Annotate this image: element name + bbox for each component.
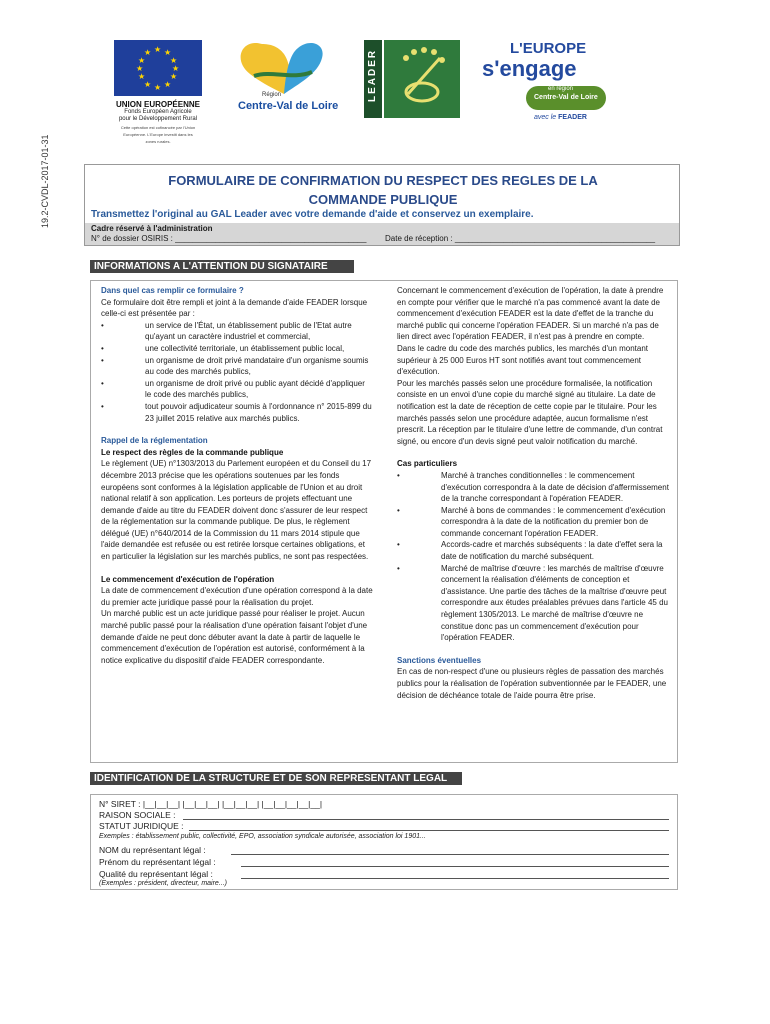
europe-line-5: avec le FEADER (534, 114, 587, 121)
list-item: • Marché à tranches conditionnelles : le commencement d'exécution correspondra à la date de décision d'affermissement de la tranche correspondant à l'opération FEADER. (397, 470, 669, 504)
info-paragraph: Dans le cadre du code des marchés publics, les marchés d'un montant supérieur à 25 000 Euros HT sont notifiés avant tout commencement d'exécution. (397, 343, 648, 377)
prenom-input[interactable] (241, 866, 669, 867)
eu-tiny-1: Cette opération est cofinancée par l'Union (120, 125, 196, 130)
info-heading-regulation: Rappel de la réglementation (101, 436, 208, 446)
info-heading-cases: Cas particuliers (397, 459, 458, 469)
europe-line-4: Centre-Val de Loire (534, 94, 598, 101)
qualite-input[interactable] (241, 878, 669, 879)
statut-examples: Exemples : établissement public, collectivité, EPO, association syndicale autorisée, association loi 1901... (99, 833, 426, 840)
reception-date-field[interactable]: Date de réception : _____________________________________________ (385, 234, 656, 243)
header-box (84, 164, 680, 246)
list-item: • Marché de maîtrise d'œuvre : les marchés de maîtrise d'œuvre concernent la réalisation d'éléments de conception et d'assistance. Une partie des tâches de la maîtrise d'œuvre peut correspondre aux études préalables prévues dans l'article 45 du règlement 1305/2013. Le marché de maîtrise d'œuvre ne constitue donc pas un commencement d'exécution pour l'opération FEADER. (397, 563, 668, 643)
eu-logo (112, 40, 204, 144)
list-item: • Marché à bons de commandes : le commencement d'exécution correspondra à la date de la notification du premier bon de commande concernant l'opération FEADER. (397, 505, 666, 538)
osiris-dossier-field[interactable]: N° de dossier OSIRIS : ___________________________________________ (91, 234, 367, 243)
info-paragraph: Le règlement (UE) n°1303/2013 du Parlement européen et du Conseil du 17 décembre 2013 précise que les opérations soutenues par les fonds européens sont conformes à la législation applicable de l'Union et au droit national relatif à son application. Les porteurs de projets effectuant une demande d'aide au titre du FEADER doivent donc s'assurer de leur respect de la réglementation sur la commande publique. De plus, le règlement délégué (UE) n°640/2014 de la Commission du 11 mars 2014 stipule que l'aide demandée est refusée ou est retirée lorsque certaines obligations, et en particulier la législation sur les marchés publics, ne sont pas respectées. (101, 459, 372, 562)
nom-input[interactable] (231, 854, 669, 855)
leader-emblem-icon (384, 40, 460, 118)
region-logo (232, 40, 342, 118)
siret-field[interactable]: N° SIRET : |__|__|__| |__|__|__| |__|__|__| |__|__|__|__|__| (99, 799, 323, 809)
list-item: • une collectivité territoriale, un établissement public local, (101, 343, 345, 353)
europe-line-3: en région (548, 86, 574, 92)
europe-engage-logo (474, 40, 614, 128)
qualite-examples: (Exemples : président, directeur, maire...) (99, 880, 227, 887)
admin-reserved-box (85, 223, 679, 245)
info-paragraph: La date de commencement d'exécution d'une opération correspond à la date du premier acte juridique passé pour la réalisation du projet. (101, 586, 373, 607)
region-name: Centre-Val de Loire (238, 100, 339, 112)
info-box (90, 280, 678, 763)
eu-name: UNION EUROPÉENNE (115, 100, 200, 109)
admin-label: Cadre réservé à l'administration (91, 224, 213, 233)
document-code: 19.2-CVDL-2017-01-31 (40, 134, 50, 228)
leader-text: LEADER (367, 48, 378, 102)
list-item: • un organisme de droit privé ou public ayant décidé d'appliquer le code des marchés publics, (101, 378, 365, 400)
info-paragraph: Un marché public est un acte juridique passé pour réaliser le projet. Aucun marché public passé pour la réalisation d'une opération faisant l'objet d'une demande d'aide ne peut donc débuter avant la date à partir de laquelle le commencement d'exécution de l'opération est autorisé, conformément à la notice explicative du dispositif d'aide FEADER correspondante. (101, 609, 368, 665)
instruction-line: Transmettez l'original au GAL Leader avec votre demande d'aide et conservez un exemplaire. (91, 209, 534, 220)
list-item: • Accords-cadre et marchés subséquents : la date d'effet sera la date de notification du marché subséquent. (397, 540, 663, 562)
prenom-label: Prénom du représentant légal : (99, 857, 216, 867)
region-heart-icon (232, 40, 342, 96)
raison-sociale-label: RAISON SOCIALE : (99, 810, 176, 820)
nom-label: NOM du représentant légal : (99, 845, 206, 855)
statut-juridique-input[interactable] (189, 830, 669, 831)
europe-line-1: L'EUROPE (510, 40, 587, 57)
statut-juridique-label: STATUT JURIDIQUE : (99, 821, 184, 831)
list-item: • tout pouvoir adjudicateur soumis à l'ordonnance n° 2015-899 du 23 juillet 2015 relative aux marchés publics. (101, 401, 372, 423)
info-paragraph: Concernant le commencement d'exécution de l'opération, la date à prendre en compte pour vérifier que le marché n'a pas commencé avant la date de commencement d'exécution FEADER est la date d'effet de la tranche du marché public qui concerne l'opération FEADER. Si un marché n'a pas de lien direct avec l'opération FEADER, il n'est pas à prendre en compte. (397, 286, 664, 342)
eu-tiny-2: Européenne. L'Europe investit dans les (123, 132, 193, 137)
info-heading-sanctions: Sanctions éventuelles (397, 655, 482, 665)
info-paragraph: Pour les marchés passés selon une procédure formalisée, la notification consiste en un envoi d'une copie du marché signé au titulaire. La date de notification est la date de réception de cette copie par le titulaire. Pour les marchés passés selon une procédure adaptée, aucun formalisme n'est prescrit. La réception par le titulaire d'une lettre de commande, d'un contrat signé, ou encore d'un devis signé peut valoir notification du marché. (397, 378, 663, 446)
eu-tiny-3: zones rurales. (145, 139, 171, 144)
list-item: • un service de l'État, un établissement public de l'Etat autre qu'ayant un caractère industriel et commercial, (101, 320, 352, 342)
page-title: FORMULAIRE DE CONFIRMATION DU RESPECT DES REGLES DE LA COMMANDE PUBLIQUE (168, 173, 598, 207)
list-item: • un organisme de droit privé mandataire d'un organisme soumis au code des marchés publics, (101, 355, 369, 377)
leader-logo (364, 40, 460, 118)
info-paragraph: Ce formulaire doit être rempli et joint à la demande d'aide FEADER lorsque celle-ci est présentée par : (101, 297, 368, 319)
section-identification-title: IDENTIFICATION DE LA STRUCTURE ET DE SON REPRESENTANT LEGAL (90, 772, 462, 785)
info-paragraph: En cas de non-respect d'une ou plusieurs règles de passation des marchés publics pour la réalisation de l'opération subventionnée par le FEADER, une décision de déchéance totale de l'aide pourra être prise. (397, 667, 667, 700)
eu-sub-2: pour le Développement Rural (118, 116, 198, 122)
info-heading-when: Dans quel cas remplir ce formulaire ? (101, 286, 244, 295)
eu-sub-1: Fonds Européen Agricole (124, 109, 192, 115)
info-right-column (397, 285, 673, 701)
region-label: Région (262, 92, 282, 98)
qualite-label: Qualité du représentant légal : (99, 869, 213, 879)
europe-line-2: s'engage (482, 56, 577, 81)
info-left-column (101, 285, 373, 666)
info-subheading: Le respect des règles de la commande publique (101, 447, 284, 457)
raison-sociale-input[interactable] (183, 819, 669, 820)
info-heading-start: Le commencement d'exécution de l'opération (101, 574, 275, 584)
eu-flag: ★ ★ ★ ★ ★ ★ ★ ★ ★ ★ ★ ★ (114, 40, 202, 96)
identification-box (90, 794, 678, 890)
section-info-title: INFORMATIONS A L'ATTENTION DU SIGNATAIRE (90, 260, 354, 273)
